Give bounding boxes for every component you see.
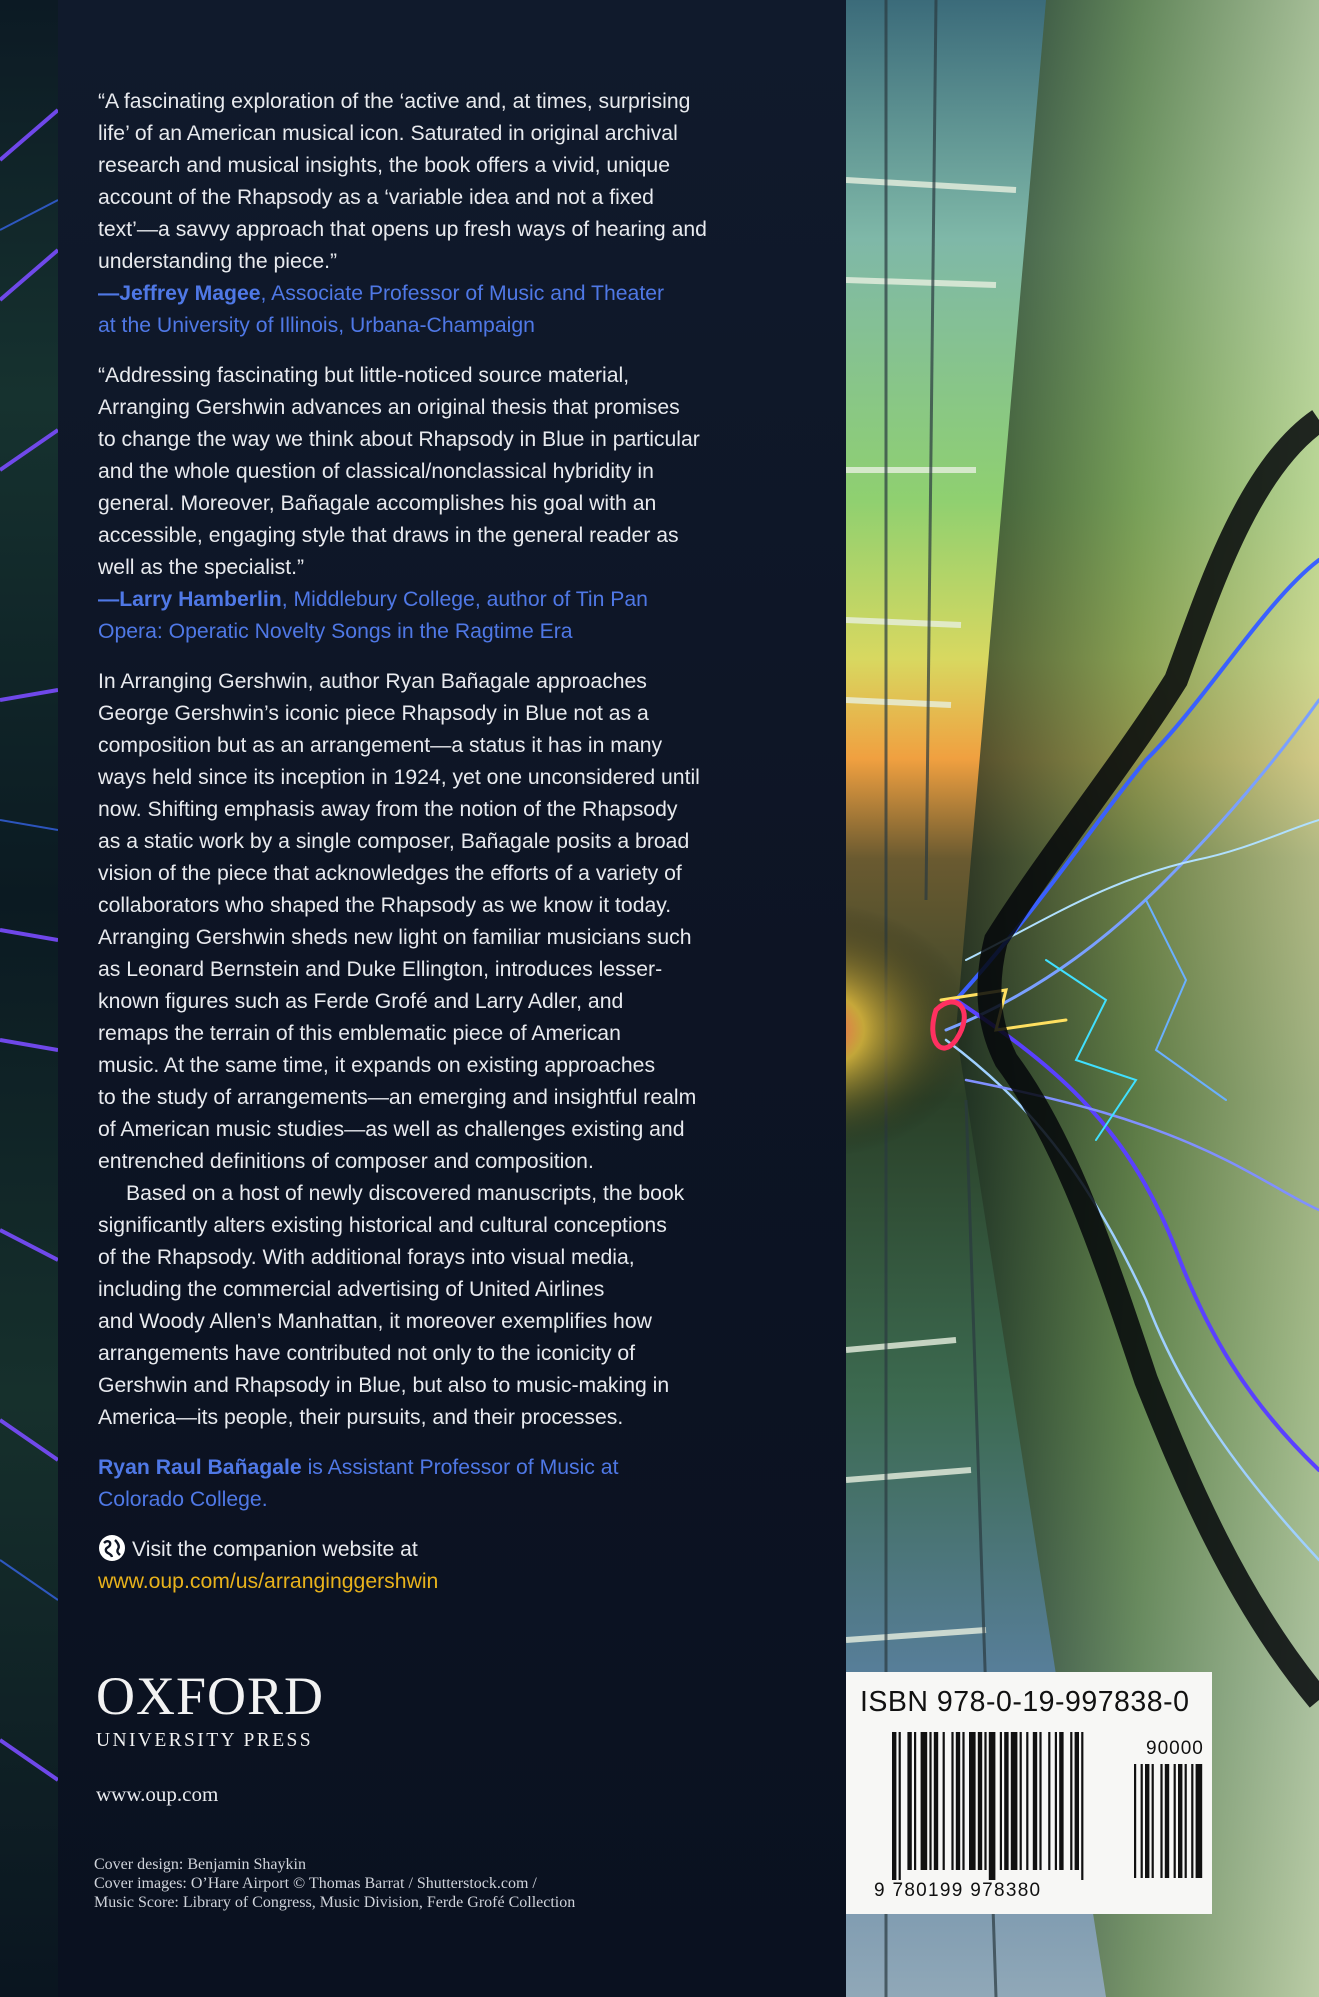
quote-line: text’—a savvy approach that opens up fresh ways of hearing and [98, 218, 707, 241]
companion-label: Visit the companion website at [132, 1538, 418, 1561]
body-line: music. At the same time, it expands on existing approaches [98, 1054, 656, 1077]
body-line: In Arranging Gershwin, author Ryan Bañagale approaches [98, 670, 647, 693]
body-line: Arranging Gershwin sheds new light on familiar musicians such [98, 926, 692, 949]
review-quote-1 [98, 86, 808, 342]
companion-website [98, 1534, 808, 1598]
oxford-university-press-logo [96, 1668, 324, 1752]
author-bio-line-2: Colorado College. [98, 1488, 268, 1511]
isbn-label: ISBN 978-0-19-997838-0 [860, 1686, 1190, 1718]
quote-line: and the whole question of classical/nonclassical hybridity in [98, 460, 654, 483]
quote-line: “A fascinating exploration of the ‘active and, at times, surprising [98, 90, 691, 113]
companion-label-row [98, 1534, 808, 1566]
body-line: composition but as an arrangement—a status it has in many [98, 734, 663, 757]
back-cover-text [98, 86, 808, 1598]
body-line: of American music studies—as well as challenges existing and [98, 1118, 685, 1141]
body-line: to the study of arrangements—an emerging and insightful realm [98, 1086, 697, 1109]
author-bio-line-1 [98, 1452, 808, 1484]
isbn-barcode [846, 1672, 1212, 1914]
body-line: America—its people, their pursuits, and their processes. [98, 1406, 624, 1429]
publisher-name: OXFORD [96, 1666, 325, 1726]
credit-line: Cover design: Benjamin Shaykin [94, 1856, 306, 1873]
body-line: as a static work by a single composer, Bañagale posits a broad [98, 830, 690, 853]
body-line: and Woody Allen’s Manhattan, it moreover exemplifies how [98, 1310, 652, 1333]
body-line: vision of the piece that acknowledges the efforts of a variety of [98, 862, 682, 885]
body-line: as Leonard Bernstein and Duke Ellington, introduces lesser- [98, 958, 663, 981]
companion-url-link[interactable]: www.oup.com/us/arranginggershwin [98, 1570, 439, 1593]
body-line: Based on a host of newly discovered manuscripts, the book [126, 1182, 685, 1205]
body-line: remaps the terrain of this emblematic piece of American [98, 1022, 621, 1045]
body-line: now. Shifting emphasis away from the notion of the Rhapsody [98, 798, 678, 821]
cover-credits [94, 1855, 575, 1912]
author-name: Ryan Raul Bañagale [98, 1456, 302, 1479]
description-paragraph-2 [98, 1178, 808, 1434]
description-paragraph-1 [98, 666, 808, 1178]
credit-line: Cover images: O’Hare Airport © Thomas Barrat / Shutterstock.com / [94, 1875, 537, 1892]
publisher-subtitle: UNIVERSITY PRESS [96, 1730, 313, 1751]
body-line: collaborators who shaped the Rhapsody as we know it today. [98, 894, 672, 917]
body-line: known figures such as Ferde Grofé and Larry Adler, and [98, 990, 624, 1013]
author-bio [98, 1452, 808, 1516]
body-line: ways held since its inception in 1924, yet one unconsidered until [98, 766, 700, 789]
quote-attribution [98, 278, 808, 310]
quote-line: “Addressing fascinating but little-noticed source material, [98, 364, 630, 387]
attribution-title: , Associate Professor of Music and Theater [260, 282, 665, 305]
quote-line: to change the way we think about Rhapsody in Blue in particular [98, 428, 700, 451]
quote-line: accessible, engaging style that draws in the general reader as [98, 524, 679, 547]
quote-line: Arranging Gershwin advances an original thesis that promises [98, 396, 680, 419]
quote-attribution-line-2: Opera: Operatic Novelty Songs in the Ragtime Era [98, 620, 573, 643]
left-photo-strip [0, 0, 58, 1997]
credit-line: Music Score: Library of Congress, Music Division, Ferde Grofé Collection [94, 1894, 576, 1911]
attribution-title: , Middlebury College, author of Tin Pan [281, 588, 648, 611]
barcode-ean-digits: 9 780199 978380 [874, 1880, 1042, 1901]
body-line: including the commercial advertising of United Airlines [98, 1278, 605, 1301]
author-title: is Assistant Professor of Music at [301, 1456, 619, 1479]
review-quote-2 [98, 360, 808, 648]
quote-line: understanding the piece.” [98, 250, 338, 273]
quote-line: account of the Rhapsody as a ‘variable idea and not a fixed [98, 186, 654, 209]
quote-attribution-line-2: at the University of Illinois, Urbana-Champaign [98, 314, 535, 337]
body-line: George Gershwin’s iconic piece Rhapsody in Blue not as a [98, 702, 649, 725]
quote-line: well as the specialist.” [98, 556, 305, 579]
globe-icon [98, 1534, 126, 1562]
attribution-name: —Jeffrey Magee [98, 282, 261, 305]
quote-line: research and musical insights, the book offers a vivid, unique [98, 154, 670, 177]
body-line: significantly alters existing historical and cultural conceptions [98, 1214, 667, 1237]
body-line: of the Rhapsody. With additional forays into visual media, [98, 1246, 635, 1269]
attribution-name: —Larry Hamberlin [98, 588, 282, 611]
quote-line: life’ of an American musical icon. Saturated in original archival [98, 122, 678, 145]
quote-attribution [98, 584, 808, 616]
barcode-addon-digits: 90000 [1146, 1738, 1204, 1759]
barcode-bars [846, 1672, 1212, 1914]
body-line: Gershwin and Rhapsody in Blue, but also to music-making in [98, 1374, 670, 1397]
body-line: entrenched definitions of composer and composition. [98, 1150, 594, 1173]
body-line: arrangements have contributed not only to the iconicity of [98, 1342, 636, 1365]
publisher-url-link[interactable]: www.oup.com [96, 1782, 219, 1806]
quote-line: general. Moreover, Bañagale accomplishes his goal with an [98, 492, 657, 515]
